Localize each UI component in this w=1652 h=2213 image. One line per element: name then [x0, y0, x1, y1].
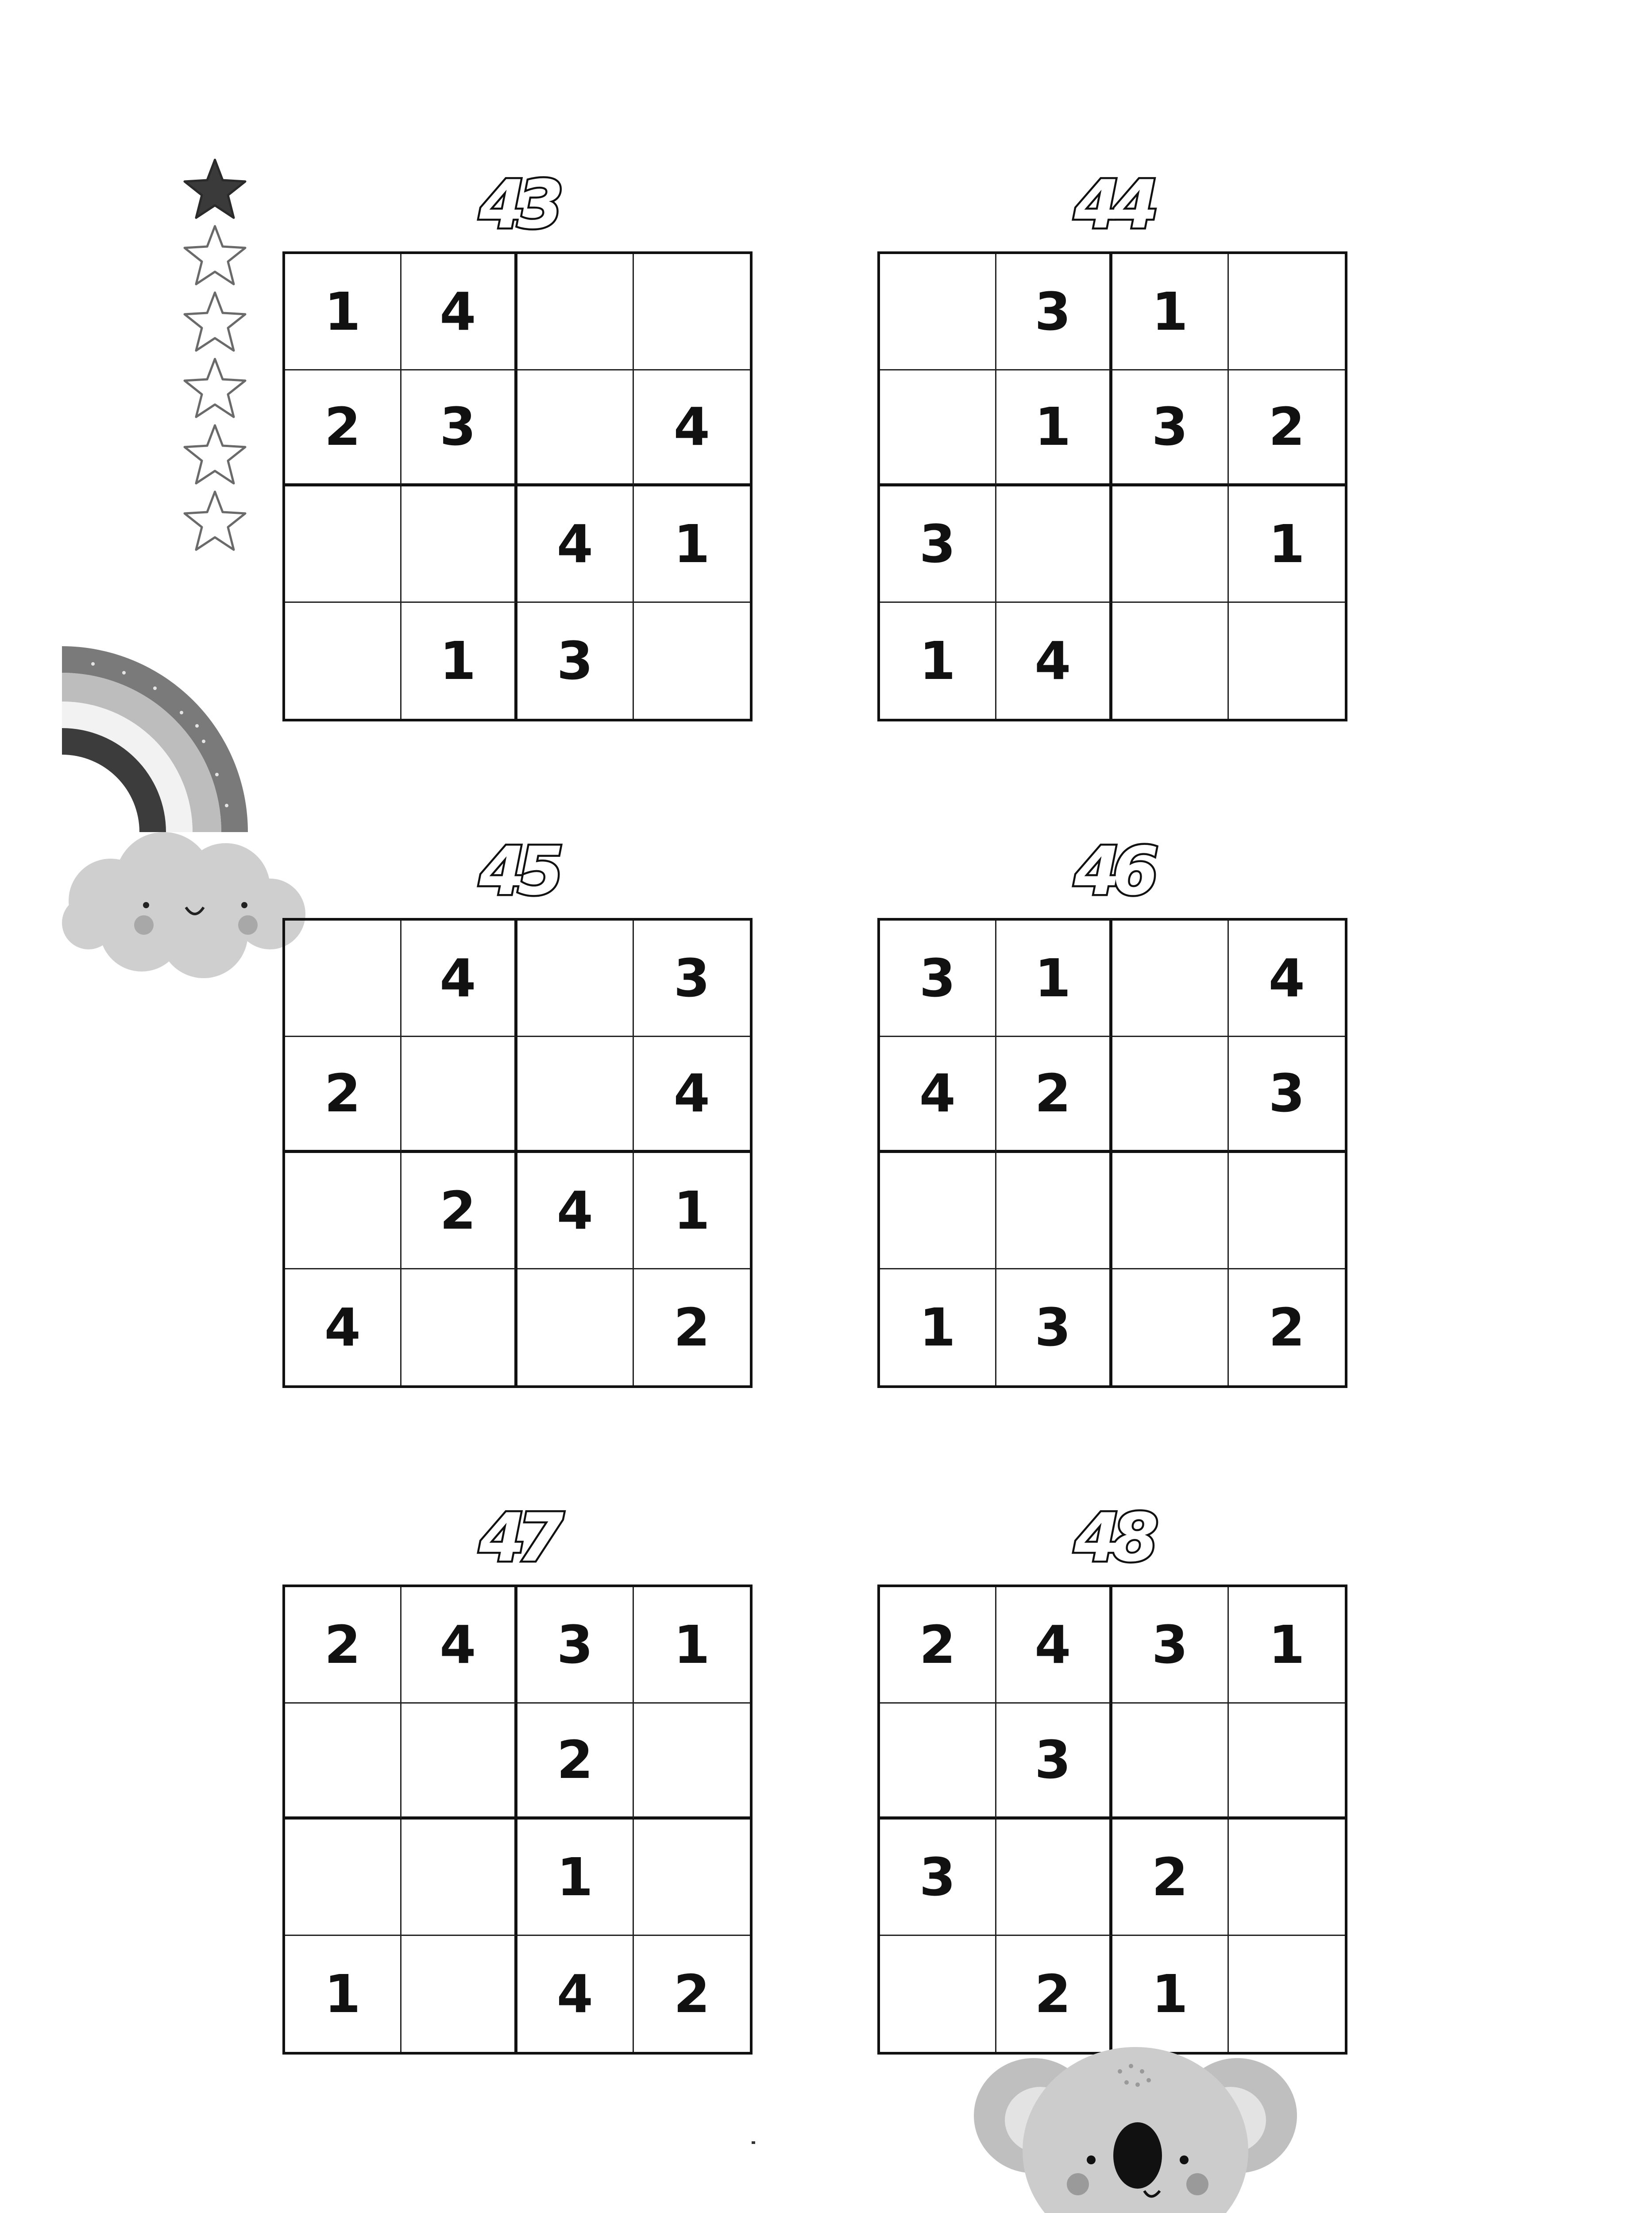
empty-cell[interactable]: [634, 254, 750, 370]
given-cell: 4: [1229, 921, 1345, 1037]
sudoku-puzzle: [877, 833, 1347, 1388]
empty-cell[interactable]: [1112, 1037, 1229, 1153]
empty-cell[interactable]: [634, 603, 750, 719]
puzzle-number: 48: [1074, 1500, 1151, 1577]
empty-cell[interactable]: [996, 1820, 1113, 1936]
sudoku-puzzle: [282, 833, 753, 1388]
koala-face-illustration: [974, 2045, 1297, 2213]
empty-cell[interactable]: [517, 1269, 634, 1386]
given-cell: 3: [517, 1587, 634, 1704]
given-cell: 2: [673, 1296, 710, 1358]
given-cell: 4: [517, 1936, 634, 2052]
given-cell: 3: [996, 1704, 1113, 1820]
empty-cell[interactable]: [880, 1153, 996, 1269]
sudoku-grid: [282, 1585, 753, 2055]
sudoku-puzzle: [877, 166, 1347, 721]
given-cell: 4: [401, 1587, 518, 1704]
given-cell: 1: [1112, 1936, 1229, 2052]
given-cell: 3: [996, 254, 1113, 370]
puzzle-number: 47: [479, 1500, 556, 1577]
empty-cell[interactable]: [996, 1153, 1113, 1269]
empty-cell[interactable]: [880, 1704, 996, 1820]
empty-cell[interactable]: [285, 603, 401, 719]
given-cell: 3: [880, 921, 996, 1037]
star-icon: [181, 290, 249, 354]
empty-cell[interactable]: [1112, 921, 1229, 1037]
given-cell: 1: [517, 1820, 634, 1936]
sudoku-grid: [282, 251, 753, 721]
given-cell: 1: [401, 603, 518, 719]
puzzle-number: 44: [1074, 166, 1151, 243]
given-cell: 2: [1268, 1296, 1305, 1358]
empty-cell[interactable]: [1112, 1153, 1229, 1269]
given-cell: 1: [996, 370, 1113, 487]
given-cell: 3: [1112, 1587, 1229, 1704]
empty-cell[interactable]: [1229, 1704, 1345, 1820]
sudoku-grid: [877, 918, 1347, 1388]
empty-cell[interactable]: [634, 1820, 750, 1936]
empty-cell[interactable]: [880, 254, 996, 370]
empty-cell[interactable]: [1229, 1936, 1345, 2052]
empty-cell[interactable]: [285, 1820, 401, 1936]
empty-cell[interactable]: [401, 1936, 518, 2052]
empty-cell[interactable]: [517, 370, 634, 487]
given-cell: 2: [996, 1936, 1113, 2052]
empty-cell[interactable]: [1229, 1153, 1345, 1269]
empty-cell[interactable]: [401, 486, 518, 603]
sudoku-grid: [282, 918, 753, 1388]
given-cell: 2: [880, 1587, 996, 1704]
given-cell: 2: [285, 1587, 401, 1704]
empty-cell[interactable]: [401, 1269, 518, 1386]
given-cell: 2: [1112, 1820, 1229, 1936]
star-icon: [181, 489, 249, 553]
given-cell: 4: [634, 370, 750, 487]
given-cell: 1: [880, 1269, 996, 1386]
given-cell: 1: [1229, 1587, 1345, 1704]
given-cell: 3: [634, 921, 750, 1037]
given-cell: 1: [996, 921, 1113, 1037]
empty-cell[interactable]: [996, 486, 1113, 603]
given-cell: 2: [285, 1037, 401, 1153]
puzzle-number: 45: [479, 833, 556, 910]
given-cell: 3: [1112, 370, 1229, 487]
given-cell: 4: [517, 486, 634, 603]
star-icon: [181, 157, 249, 221]
empty-cell[interactable]: [1112, 1704, 1229, 1820]
given-cell: 1: [1112, 254, 1229, 370]
given-cell: 4: [634, 1037, 750, 1153]
given-cell: 1: [880, 603, 996, 719]
empty-cell[interactable]: [285, 921, 401, 1037]
given-cell: 4: [880, 1037, 996, 1153]
empty-cell[interactable]: [285, 486, 401, 603]
sudoku-puzzle: [282, 1500, 753, 2055]
given-cell: 4: [401, 921, 518, 1037]
empty-cell[interactable]: [1112, 1269, 1229, 1386]
given-cell: 1: [285, 254, 401, 370]
empty-cell[interactable]: [1229, 1820, 1345, 1936]
given-cell: 1: [634, 1587, 750, 1704]
puzzle-number: 46: [1074, 833, 1151, 910]
star-icon: [181, 224, 249, 288]
given-cell: 3: [517, 603, 634, 719]
empty-cell[interactable]: [634, 1704, 750, 1820]
empty-cell[interactable]: [401, 1820, 518, 1936]
given-cell: 4: [517, 1153, 634, 1269]
empty-cell[interactable]: [401, 1037, 518, 1153]
sudoku-puzzle: [282, 166, 753, 721]
star-icon: [181, 423, 249, 487]
given-cell: 3: [996, 1269, 1113, 1386]
given-cell: 1: [1229, 486, 1345, 603]
given-cell: 3: [401, 370, 518, 487]
empty-cell[interactable]: [1112, 603, 1229, 719]
given-cell: 2: [401, 1153, 518, 1269]
given-cell: 1: [634, 486, 750, 603]
puzzle-number: 43: [479, 166, 556, 243]
empty-cell[interactable]: [1112, 486, 1229, 603]
empty-cell[interactable]: [285, 1153, 401, 1269]
given-cell: 1: [285, 1936, 401, 2052]
empty-cell[interactable]: [880, 370, 996, 487]
empty-cell[interactable]: [1229, 603, 1345, 719]
given-cell: 3: [1229, 1037, 1345, 1153]
stray-mark: [752, 2141, 755, 2144]
given-cell: 1: [634, 1153, 750, 1269]
empty-cell[interactable]: [1229, 254, 1345, 370]
given-cell: 3: [880, 1820, 996, 1936]
sudoku-puzzle: [877, 1500, 1347, 2055]
difficulty-rating: [181, 157, 249, 555]
given-cell: 4: [996, 603, 1113, 719]
given-cell: 2: [285, 370, 401, 487]
given-cell: 2: [517, 1704, 634, 1820]
empty-cell[interactable]: [401, 1704, 518, 1820]
given-cell: 3: [880, 486, 996, 603]
given-cell: 4: [996, 1587, 1113, 1704]
given-cell: 4: [285, 1269, 401, 1386]
star-icon: [181, 356, 249, 420]
empty-cell[interactable]: [517, 254, 634, 370]
empty-cell[interactable]: [517, 921, 634, 1037]
empty-cell[interactable]: [285, 1704, 401, 1820]
given-cell: 2: [996, 1037, 1113, 1153]
empty-cell[interactable]: [517, 1037, 634, 1153]
empty-cell[interactable]: [880, 1936, 996, 2052]
given-cell: 2: [673, 1963, 710, 2024]
sudoku-grid: [877, 1585, 1347, 2055]
given-cell: 4: [401, 254, 518, 370]
sudoku-grid: [877, 251, 1347, 721]
given-cell: 2: [1229, 370, 1345, 487]
